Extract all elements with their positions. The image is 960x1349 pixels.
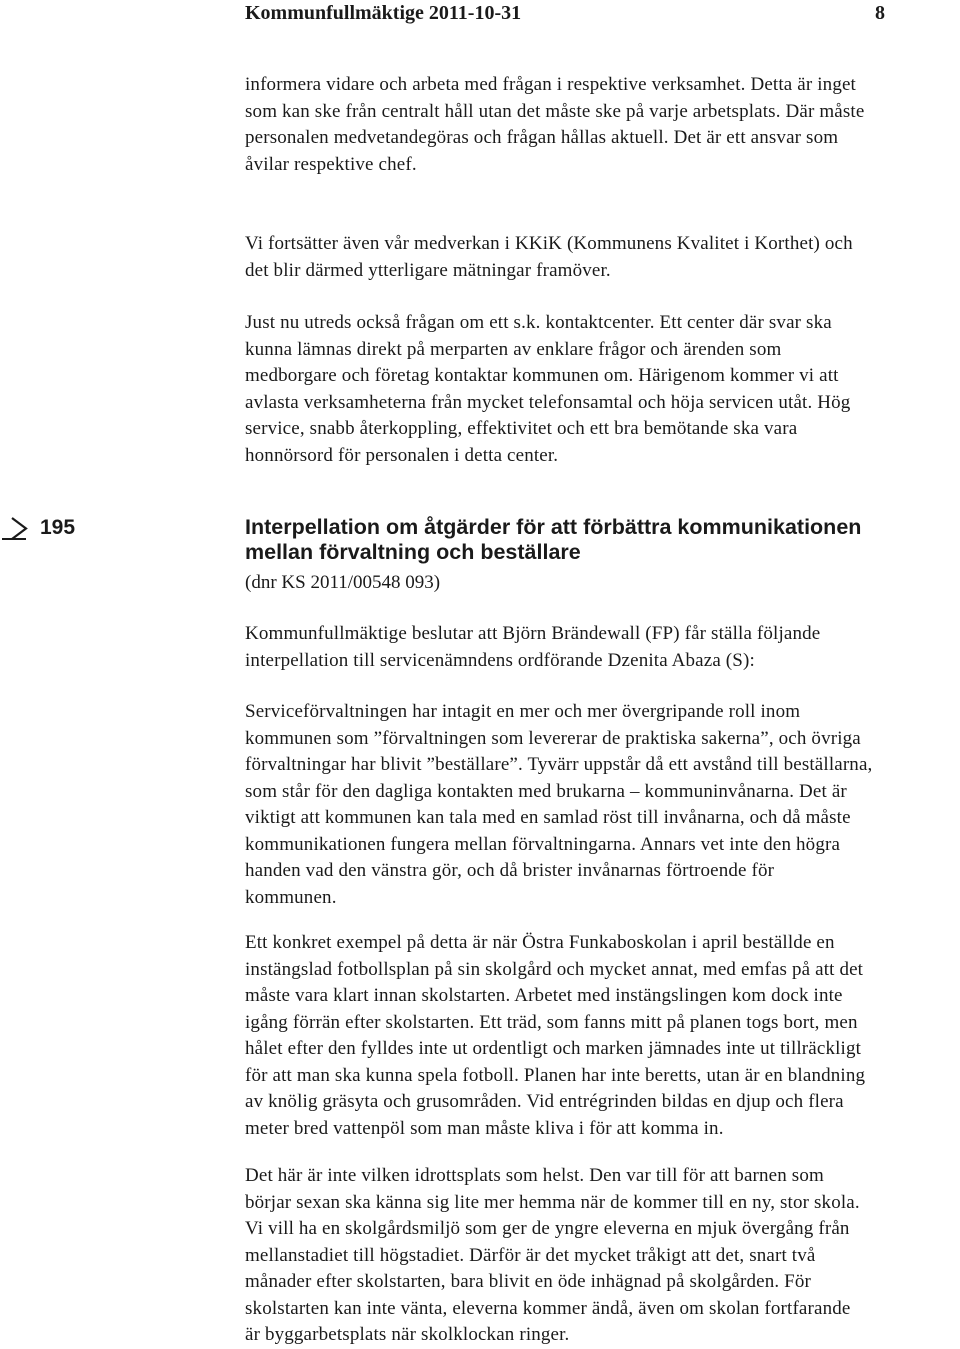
item-dnr: (dnr KS 2011/00548 093) (245, 572, 441, 593)
text-line: kunna lämnas direkt på merparten av enklare frågor och ärenden som (245, 338, 782, 360)
text-line: Det här är inte vilken idrottsplats som helst. Den var till för att barnen som (245, 1165, 824, 1186)
text-line: handen vad den vänstra gör, och då brister invånarnas förtroende för (245, 860, 775, 881)
text-line: måste vara klart innan skolstarten. Arbetet med instängslingen kom dock inte (245, 985, 843, 1006)
text-line: för att man ska kunna spela fotboll. Planen har inte beretts, utan är en blandning (245, 1064, 866, 1086)
text-line: hålet efter den fylldes inte ut ordentligt och marken jämnades inte ut tillräckligt (245, 1038, 862, 1059)
text-line: åvilar respektive chef. (245, 153, 417, 175)
text-line: av knölig gräsyta och grusområden. Vid entrégrinden bildas en djup och flera (245, 1091, 844, 1112)
paragraph-interpellation-3 (245, 1163, 960, 1349)
text-line: Kommunfullmäktige beslutar att Björn Brändewall (FP) får ställa följande (245, 623, 821, 644)
item-title-line: Interpellation om åtgärder för att förbättra kommunikationen (245, 515, 862, 539)
text-line: skolstarten kan inte vänta, eleverna kommer ändå, även om skolan fortfarande (245, 1297, 851, 1319)
item-number: 195 (40, 516, 76, 539)
text-line: medborgare och företag kontaktar kommunen om. Härigenom kommer vi att (245, 365, 839, 386)
text-line: kommunikationen fungera mellan förvaltningarna. Annars vet inte den högra (245, 833, 841, 855)
text-line: meter bred vattenpöl som man måste kliva i för att komma in. (245, 1117, 724, 1139)
text-line: Ett konkret exempel på detta är när Östra Funkaboskolan i april beställde en (245, 932, 835, 953)
text-line: service, snabb återkoppling, effektivitet och ett bra bemötande ska vara (245, 418, 798, 439)
text-line: kommunen som ”förvaltningen som levererar de praktiska sakerna”, och övriga (245, 727, 861, 749)
text-line: interpellation till servicenämndens ordförande Dzenita Abaza (S): (245, 649, 755, 671)
text-line: kommunen. (245, 886, 337, 908)
arrow-right-icon (0, 514, 28, 542)
text-line: Serviceförvaltningen har intagit en mer och mer övergripande roll inom (245, 701, 801, 722)
text-line: som kan ske från centralt håll utan det måste ske på varje arbetsplats. Där måste (245, 100, 865, 122)
paragraph-interpellation-1 (245, 699, 960, 911)
paragraph-kontaktcenter (245, 310, 960, 469)
item-title (245, 515, 960, 565)
page-header (245, 0, 885, 26)
text-line: personalen medvetandegöras och frågan hållas aktuell. Det är ett ansvar som (245, 127, 839, 148)
page-number: 8 (875, 2, 885, 24)
text-line: som står för den dagliga kontakten med brukarna – kommuninvånarna. Det är (245, 780, 847, 802)
item-title-line: mellan förvaltning och beställare (245, 540, 581, 564)
text-line: viktigt att kommunen kan tala med en samlad röst till invånarna, och då måste (245, 807, 851, 828)
document-title: Kommunfullmäktige 2011-10-31 (245, 2, 522, 24)
text-line: igång förrän efter skolstarten. Ett träd, som fanns mitt på planen togs bort, men (245, 1011, 858, 1033)
text-line: informera vidare och arbeta med frågan i respektive verksamhet. Detta är inget (245, 74, 856, 95)
text-line: avlasta verksamheterna från mycket telefonsamtal och höja servicen utåt. Hög (245, 391, 851, 413)
text-line: börjar sexan ska känna sig lite mer hemma när de kommer till en ny, stor skola. (245, 1191, 860, 1213)
text-line: Vi fortsätter även vår medverkan i KKiK (Kommunens Kvalitet i Korthet) och (245, 233, 853, 254)
text-line: Just nu utreds också frågan om ett s.k. kontaktcenter. Ett center där svar ska (245, 312, 832, 333)
paragraph-interpellation-2 (245, 930, 960, 1142)
text-line: mellanstadiet till högstadiet. Därför är det mycket tråkigt att det, snart två (245, 1244, 816, 1266)
text-line: är byggarbetsplats när skolklockan ringer. (245, 1324, 570, 1345)
text-line: instängslad fotbollsplan på sin skolgård och mycket annat, med emfas på att det (245, 958, 864, 980)
text-line: Vi vill ha en skolgårdsmiljö som ger de yngre eleverna en mjuk övergång från (245, 1218, 850, 1239)
paragraph-decision (245, 621, 960, 674)
text-line: förvaltningar har blivit ”beställare”. Tyvärr uppstår då ett avstånd till beställarna, (245, 754, 873, 775)
text-line: honnörsord för personalen i detta center. (245, 444, 559, 466)
paragraph-kkik (245, 231, 960, 284)
text-line: det blir därmed ytterligare mätningar framöver. (245, 259, 611, 281)
paragraph-continued (245, 72, 960, 178)
text-line: månader efter skolstarten, bara blivit en öde inhägnad på skolgården. För (245, 1271, 811, 1292)
